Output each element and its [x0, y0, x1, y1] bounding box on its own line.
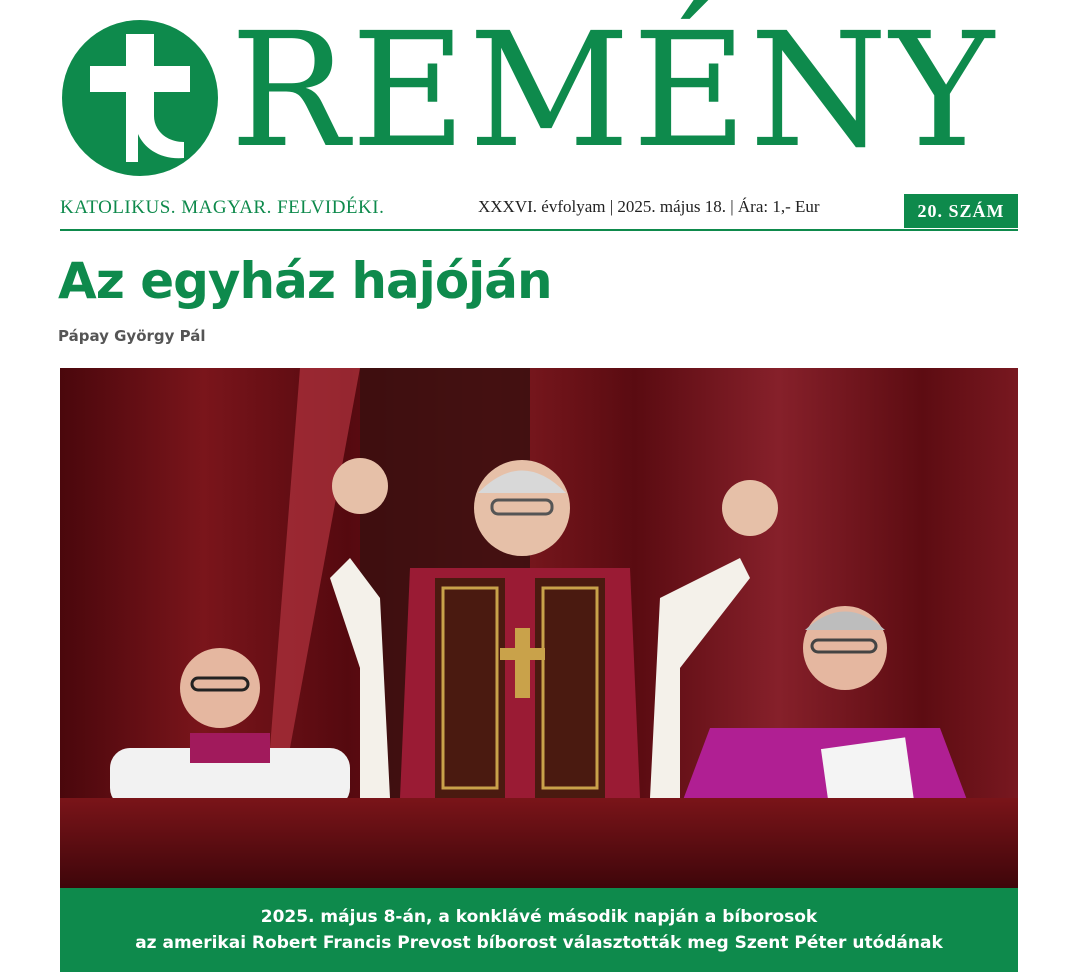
balcony-scene-illustration: [60, 368, 1018, 888]
masthead: [0, 0, 1080, 232]
article-headline: Az egyház hajóján: [58, 252, 552, 310]
publication-title: REMÉNY: [230, 0, 996, 183]
caption-line-1: 2025. május 8-án, a konklávé második napján a bíborosok: [260, 907, 818, 927]
cross-logo-icon: [62, 20, 218, 176]
masthead-divider: [60, 229, 1018, 231]
cover-photo: [60, 368, 1018, 888]
issue-number-badge: 20. SZÁM: [904, 194, 1018, 228]
photo-caption: [60, 888, 1018, 972]
tagline: KATOLIKUS. MAGYAR. FELVIDÉKI.: [60, 197, 385, 218]
article-byline: Pápay György Pál: [58, 327, 206, 345]
issue-meta: XXXVI. évfolyam | 2025. május 18. | Ára: 1,- Eur: [478, 197, 820, 216]
caption-line-2: az amerikai Robert Francis Prevost bíborost választották meg Szent Péter utódának: [135, 933, 943, 953]
